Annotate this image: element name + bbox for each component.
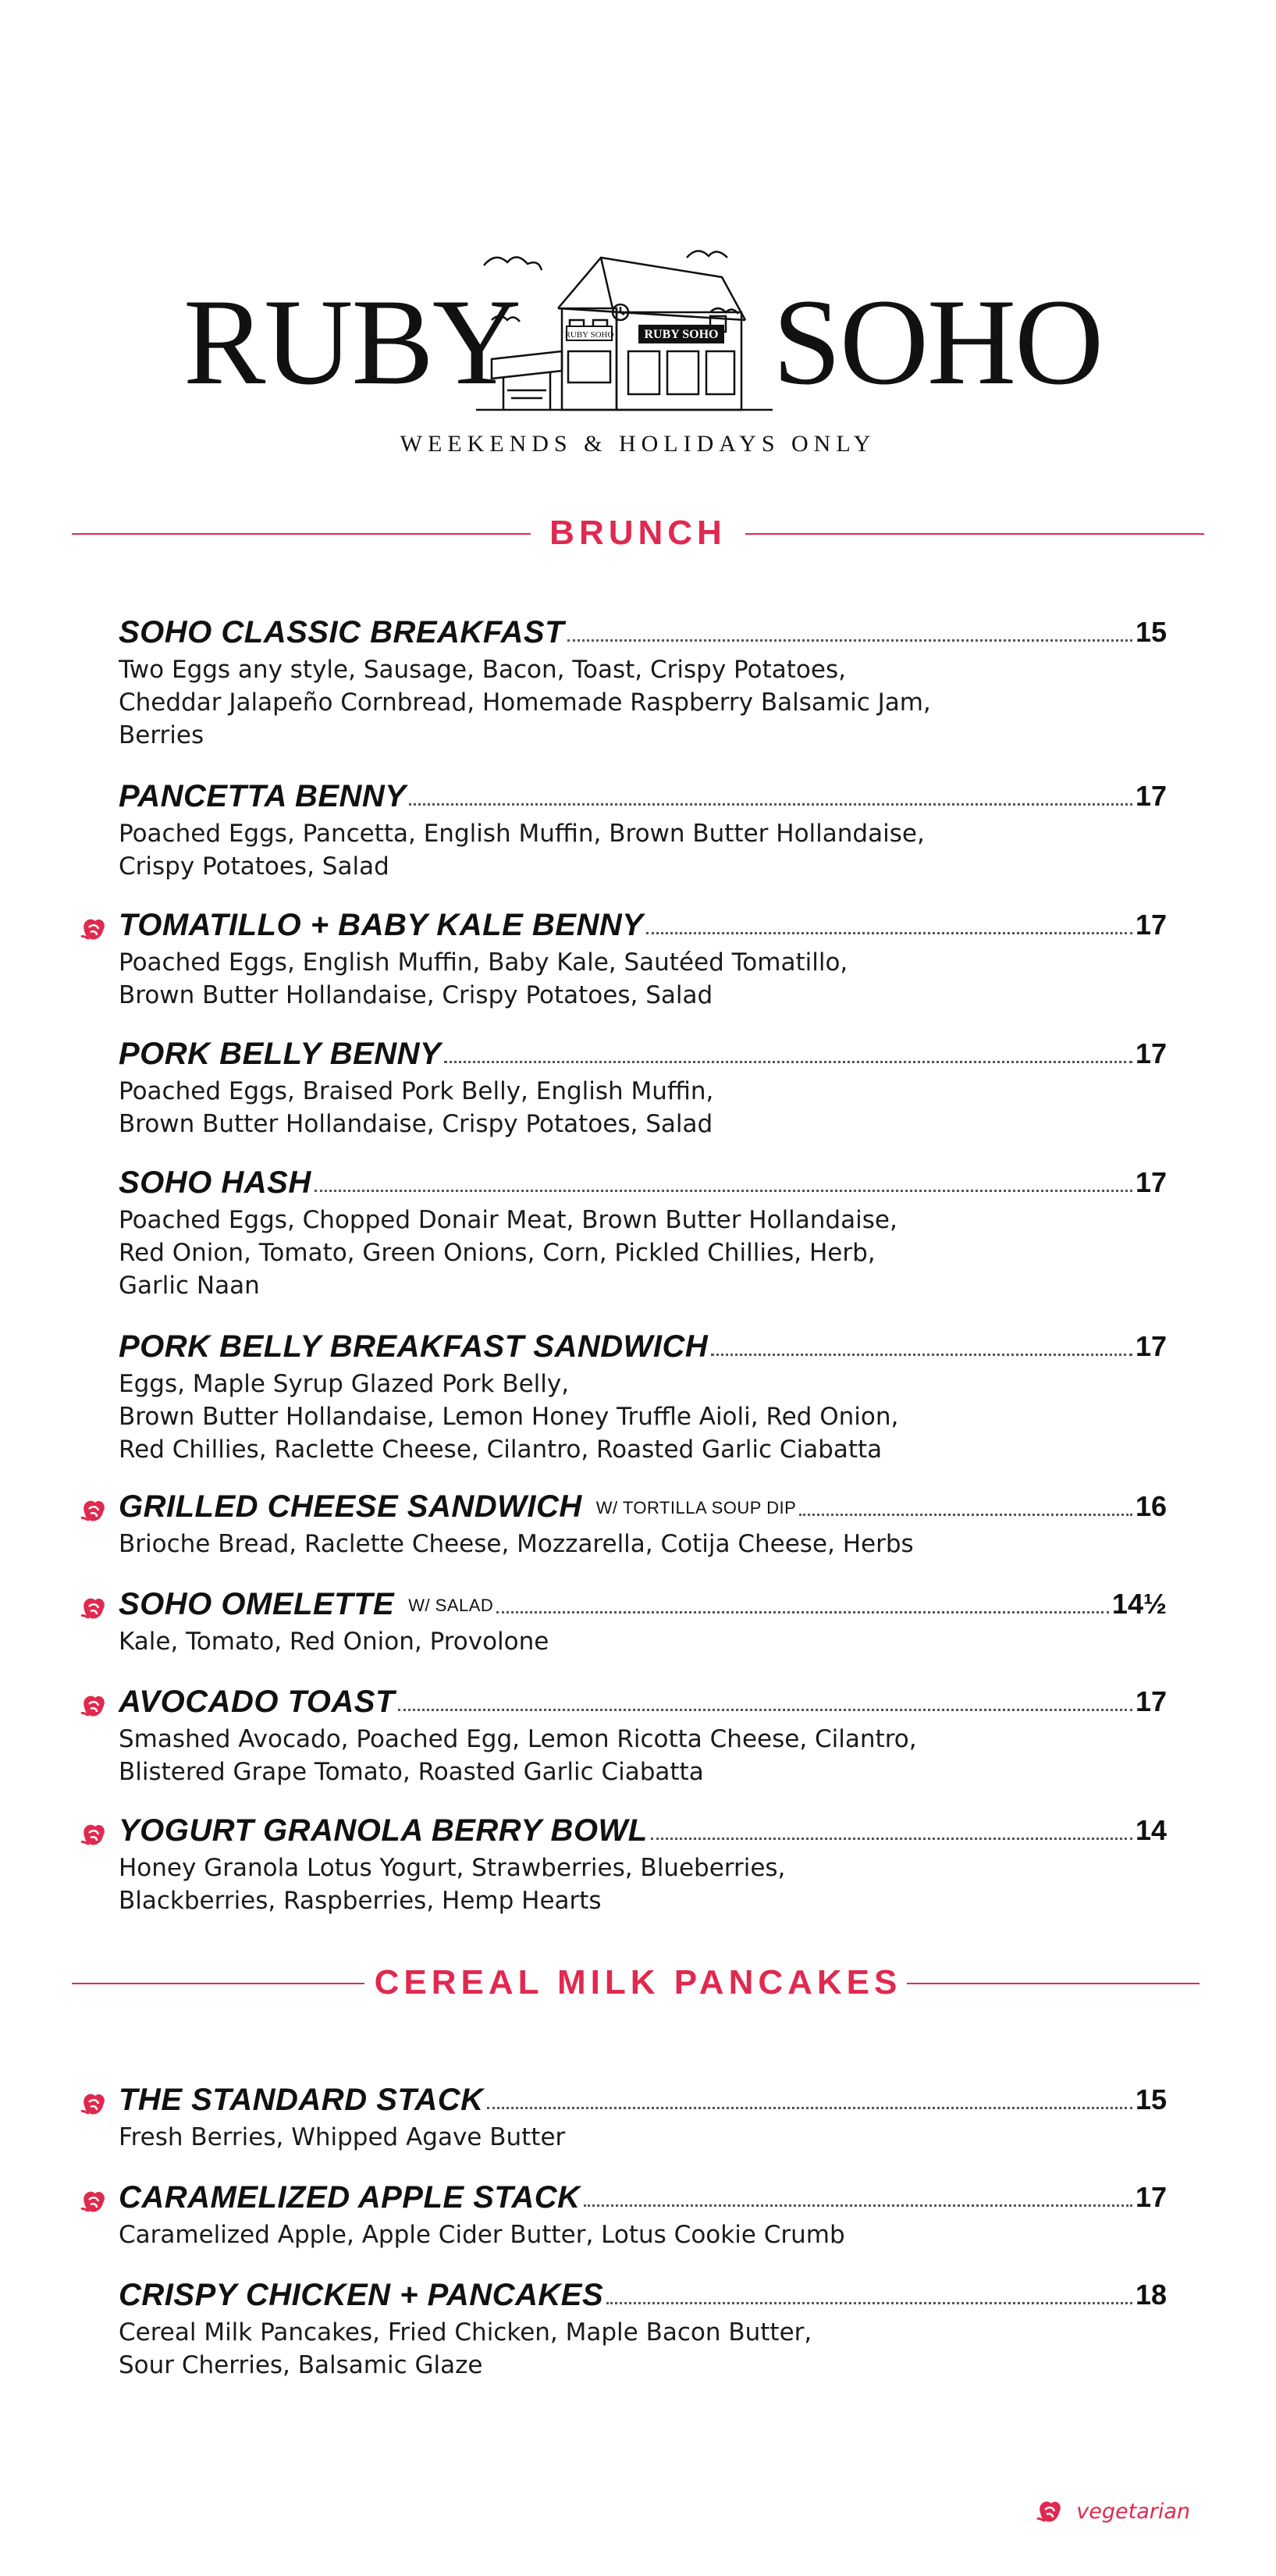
menu-item-description: Smashed Avocado, Poached Egg, Lemon Ricotta Cheese, Cilantro, Blistered Grape Tomato, Roasted Garlic Ciabatta xyxy=(119,1725,917,1786)
dot-leader xyxy=(606,2302,1132,2304)
menu-item-description: Fresh Berries, Whipped Agave Butter xyxy=(119,2123,566,2151)
menu-item-name: SOHO OMELETTE xyxy=(119,1587,395,1621)
menu-item-description: Poached Eggs, Chopped Donair Meat, Brown Butter Hollandaise, Red Onion, Tomato, Green Onions, Corn, Pickled Chillies, Herb, Garlic Naan xyxy=(119,1206,897,1300)
rose-icon xyxy=(78,2186,109,2217)
menu-item-line xyxy=(119,1034,1167,1073)
menu-item-name: SOHO CLASSIC BREAKFAST xyxy=(119,615,565,649)
dot-leader xyxy=(799,1514,1132,1516)
menu-item-price: 17 xyxy=(1135,909,1167,941)
menu-item-name: AVOCADO TOAST xyxy=(119,1685,395,1719)
menu-item-line xyxy=(119,1811,1167,1850)
menu-item-description: Two Eggs any style, Sausage, Bacon, Toast, Crispy Potatoes, Cheddar Jalapeño Cornbread, Homemade Raspberry Balsamic Jam, Berries xyxy=(119,656,931,749)
menu-item-note: W/ TORTILLA SOUP DIP xyxy=(595,1498,797,1517)
menu-item-name: PANCETTA BENNY xyxy=(119,779,407,813)
menu-item-line xyxy=(119,1163,1167,1202)
tagline: WEEKENDS & HOLIDAYS ONLY xyxy=(400,431,876,457)
dot-leader xyxy=(409,803,1132,806)
menu-item-name: GRILLED CHEESE SANDWICH xyxy=(119,1489,582,1524)
menu-item-description: Eggs, Maple Syrup Glazed Pork Belly, Brown Butter Hollandaise, Lemon Honey Truffle Aioli, Red Onion, Red Chillies, Raclette Cheese, Cilantro, Roasted Garlic Ciabatta xyxy=(119,1370,899,1464)
menu-item-name: CARAMELIZED APPLE STACK xyxy=(119,2180,581,2215)
menu-item-line xyxy=(119,613,1167,652)
menu-item-line xyxy=(119,1585,1167,1624)
menu-item-line xyxy=(119,1487,1167,1526)
menu-item-line xyxy=(119,2178,1167,2217)
section-divider-right xyxy=(745,533,1204,535)
dot-leader xyxy=(444,1061,1132,1063)
menu-item-price: 15 xyxy=(1135,616,1167,648)
brand-word-left: RUBY xyxy=(183,274,520,411)
menu-item-name: SOHO HASH xyxy=(119,1165,311,1200)
rose-icon xyxy=(78,2088,109,2119)
dot-leader xyxy=(651,1838,1132,1840)
rose-icon xyxy=(78,1690,109,1721)
menu-item-description: Caramelized Apple, Apple Cider Butter, Lotus Cookie Crumb xyxy=(119,2221,845,2249)
dot-leader xyxy=(711,1354,1132,1356)
menu-item-note: W/ SALAD xyxy=(408,1596,494,1615)
menu-item-price: 17 xyxy=(1135,1330,1167,1362)
menu-item-price: 17 xyxy=(1135,1037,1167,1069)
brand-word-right: SOHO xyxy=(773,274,1103,411)
menu-item-line xyxy=(119,1327,1167,1366)
menu-item-price: 14 xyxy=(1135,1814,1167,1846)
vegetarian-legend xyxy=(1034,2494,1190,2528)
menu-item-price: 16 xyxy=(1135,1490,1167,1522)
menu-item-description: Cereal Milk Pancakes, Fried Chicken, Maple Bacon Butter, Sour Cherries, Balsamic Glaze xyxy=(119,2318,812,2379)
building-side-sign-text: RUBY SOHO xyxy=(564,330,614,340)
menu-item-line xyxy=(119,777,1167,816)
menu-item-name: YOGURT GRANOLA BERRY BOWL xyxy=(119,1813,648,1848)
dot-leader xyxy=(584,2204,1132,2207)
menu-item-description: Honey Granola Lotus Yogurt, Strawberries, Blueberries, Blackberries, Raspberries, Hemp Hearts xyxy=(119,1854,786,1915)
dot-leader xyxy=(398,1709,1132,1711)
menu-item-price: 18 xyxy=(1135,2279,1167,2311)
dot-leader xyxy=(496,1611,1109,1614)
menu-item-price: 15 xyxy=(1135,2083,1167,2115)
menu-header xyxy=(0,234,1276,468)
menu-item-line xyxy=(119,906,1167,945)
menu-item-description: Poached Eggs, Pancetta, English Muffin, Brown Butter Hollandaise, Crispy Potatoes, Salad xyxy=(119,820,925,881)
menu-item-name: TOMATILLO + BABY KALE BENNY xyxy=(119,908,644,942)
menu-item-price: 17 xyxy=(1135,2181,1167,2213)
section-title: CEREAL MILK PANCAKES xyxy=(374,1963,902,2001)
menu-item-line xyxy=(119,2275,1167,2314)
rose-icon xyxy=(78,913,109,945)
section-header-pancakes xyxy=(0,1959,1276,2006)
menu-item-price: 14½ xyxy=(1111,1588,1167,1620)
menu-item-description: Poached Eggs, Braised Pork Belly, English Muffin, Brown Butter Hollandaise, Crispy Potatoes, Salad xyxy=(119,1077,714,1138)
rose-icon xyxy=(78,1592,109,1624)
menu-item-name: PORK BELLY BENNY xyxy=(119,1037,442,1071)
section-header-brunch xyxy=(0,510,1276,557)
menu-item-name: PORK BELLY BREAKFAST SANDWICH xyxy=(119,1329,709,1364)
menu-item-price: 17 xyxy=(1135,1166,1167,1198)
legend-label: vegetarian xyxy=(1076,2499,1190,2524)
menu-item-description: Brioche Bread, Raclette Cheese, Mozzarella, Cotija Cheese, Herbs xyxy=(119,1530,914,1558)
menu-item-name: THE STANDARD STACK xyxy=(119,2083,484,2117)
section-divider-right xyxy=(907,1983,1200,1984)
building-sign-text: RUBY SOHO xyxy=(644,328,719,341)
menu-item-description: Poached Eggs, English Muffin, Baby Kale, Sautéed Tomatillo, Brown Butter Hollandaise, Crispy Potatoes, Salad xyxy=(119,948,848,1009)
menu-item-price: 17 xyxy=(1135,780,1167,812)
dot-leader xyxy=(487,2107,1132,2109)
dot-leader xyxy=(567,639,1132,642)
section-title: BRUNCH xyxy=(549,514,727,552)
dot-leader xyxy=(315,1190,1132,1192)
rose-icon xyxy=(1034,2496,1065,2527)
menu-item-line xyxy=(119,2080,1167,2119)
rose-icon xyxy=(78,1819,109,1850)
menu-item-description: Kale, Tomato, Red Onion, Provolone xyxy=(119,1628,549,1656)
rose-icon xyxy=(78,1495,109,1526)
restaurant-building-illustration xyxy=(476,234,773,414)
menu-item-price: 17 xyxy=(1135,1685,1167,1717)
dot-leader xyxy=(646,932,1132,934)
menu-item-name: CRISPY CHICKEN + PANCAKES xyxy=(119,2278,604,2312)
menu-item-line xyxy=(119,1682,1167,1721)
